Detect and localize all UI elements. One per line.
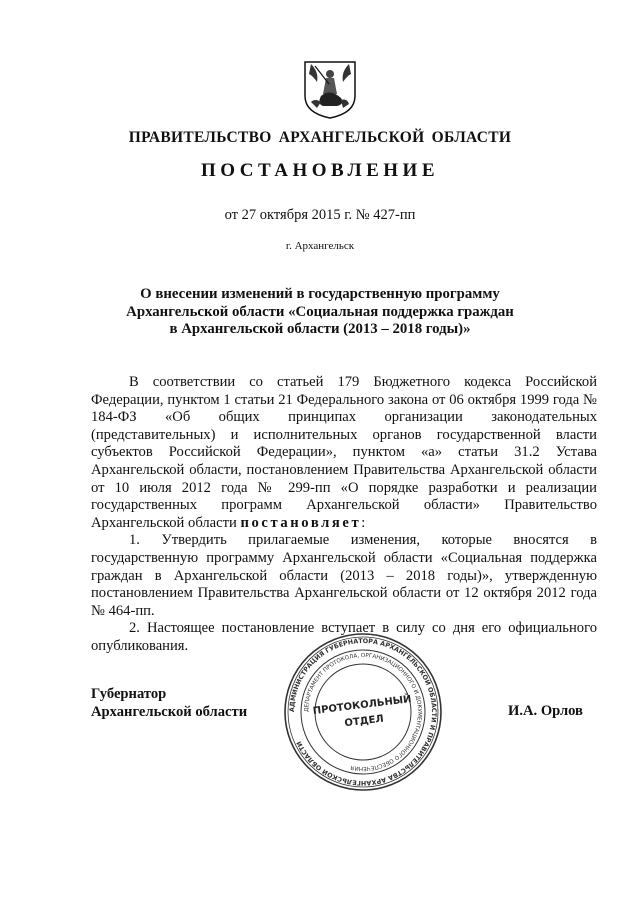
decree-colon: : bbox=[361, 514, 366, 531]
position-line-1: Губернатор bbox=[91, 686, 167, 702]
document-type-heading: ПОСТАНОВЛЕНИЕ bbox=[200, 160, 440, 181]
item-1-paragraph: 1. Утвердить прилагаемые изменения, которые вносятся в государственную программу Архангельской области «Социальная поддержка граждан в Архангельской области (2013 – 2018 годы)», утвержденную постановлением Правительства Архангельской области от 12 октября 2012 года № 464-пп. bbox=[91, 532, 597, 619]
preamble-paragraph bbox=[91, 374, 597, 532]
official-stamp-seal bbox=[283, 632, 443, 792]
position-line-2: Архангельской области bbox=[91, 704, 248, 720]
subject-line: О внесении изменений в государственную программу bbox=[140, 286, 500, 302]
stamp-center-line-1: ПРОТОКОЛЬНЫЙ bbox=[312, 694, 413, 718]
subject-line: Архангельской области «Социальная поддержка граждан bbox=[126, 303, 514, 320]
city-line: г. Архангельск bbox=[285, 240, 355, 252]
item-2-paragraph: 2. Настоящее постановление вступает в силу со дня его официального опубликования. bbox=[91, 620, 597, 654]
signatory-position bbox=[91, 685, 247, 721]
decree-word: постановляет bbox=[240, 514, 362, 531]
stamp-center-line-2: ОТДЕЛ bbox=[343, 713, 385, 730]
document-subject bbox=[100, 286, 540, 339]
stamp-inner-text: ДЕПАРТАМЕНТ ПРОТОКОЛА, ОРГАНИЗАЦИОННОГО И ДОКУМЕНТАЦИОННОГО ОБЕСПЕЧЕНИЯ bbox=[303, 652, 423, 772]
svg-text:АДМИНИСТРАЦИЯ ГУБЕРНАТОРА АРХА bbox=[288, 637, 438, 787]
coat-of-arms-emblem bbox=[301, 58, 359, 120]
signatory-name: И.А. Орлов bbox=[508, 703, 583, 719]
stamp-outer-text: АДМИНИСТРАЦИЯ ГУБЕРНАТОРА АРХАНГЕЛЬСКОЙ ОБЛАСТИ И ПРАВИТЕЛЬСТВА АРХАНГЕЛЬСКОЙ ОБЛАСТИ bbox=[287, 636, 439, 788]
subject-line: в Архангельской области (2013 – 2018 годы)» bbox=[169, 321, 471, 337]
document-body bbox=[91, 374, 597, 656]
preamble-text: В соответствии со статьей 179 Бюджетного кодекса Российской Федерации, пунктом 1 статьи 21 Федерального закона от 06 октября 1999 года № 184-ФЗ «Об общих принципах организации законодательных (представительных) и исполнительных органов государственной власти субъектов Российской Федерации», пунктом «а» статьи 31.2 Устава Архангельской области, постановлением Правительства Архангельской области от 10 июля 2012 года № 299-пп «О порядке разработки и реализации государственных программ Архангельской области» Правительство Архангельской области bbox=[91, 374, 597, 531]
date-and-number: от 27 октября 2015 г. № 427-пп bbox=[224, 207, 416, 223]
government-title: ПРАВИТЕЛЬСТВО АРХАНГЕЛЬСКОЙ ОБЛАСТИ bbox=[128, 129, 512, 146]
